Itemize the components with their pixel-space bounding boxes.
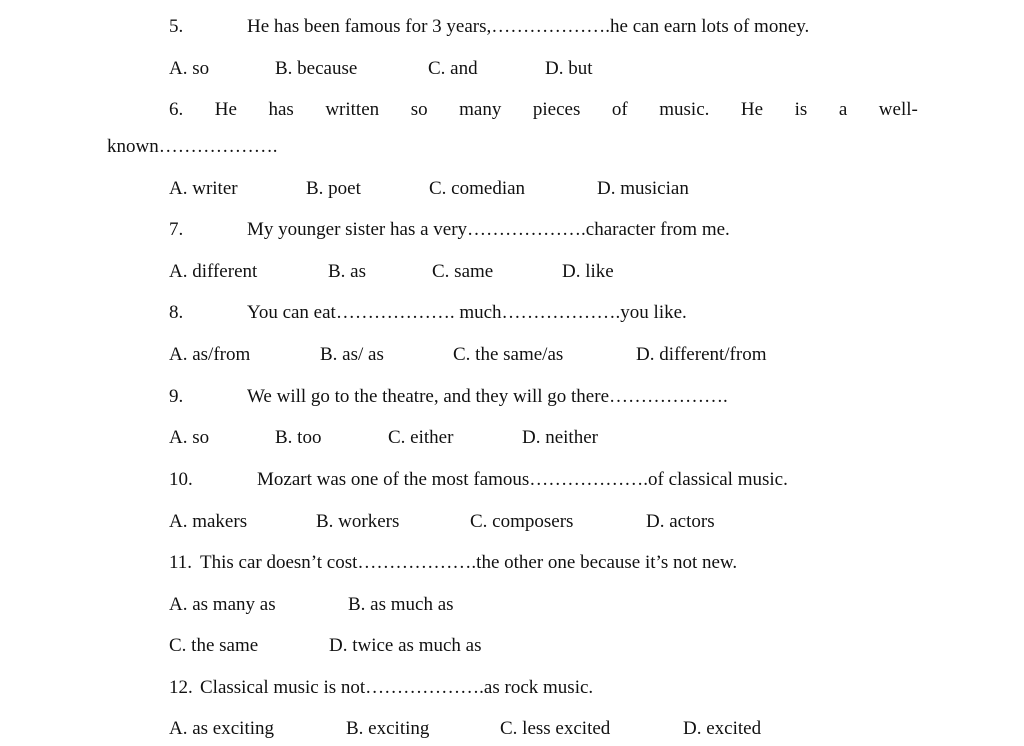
option-a: A. so (169, 58, 210, 79)
option-d: D. musician (597, 178, 689, 199)
option-b: B. exciting (346, 718, 430, 739)
option-c: C. composers (470, 511, 574, 532)
question-number: 7. (169, 219, 184, 240)
option-b: B. workers (316, 511, 400, 532)
word: is (794, 99, 808, 120)
question-number: 10. (169, 469, 193, 490)
option-d: D. twice as much as (329, 635, 482, 656)
question-text: Mozart was one of the most famous……………….of classical music. (257, 469, 788, 490)
question-number: 6. (169, 99, 184, 120)
word: of (611, 99, 628, 120)
question-text: He has been famous for 3 years,……………….he can earn lots of money. (247, 16, 810, 37)
option-c: C. and (428, 58, 478, 79)
option-a: A. writer (169, 178, 238, 199)
question-text: Classical music is not……………….as rock music. (200, 677, 594, 698)
option-a: A. as many as (169, 594, 276, 615)
word: a (838, 99, 848, 120)
option-c: C. comedian (429, 178, 526, 199)
question-text: You can eat………………. much……………….you like. (247, 302, 687, 323)
option-c: C. less excited (500, 718, 611, 739)
option-b: B. poet (306, 178, 361, 199)
word: so (410, 99, 428, 120)
question-text: This car doesn’t cost……………….the other one because it’s not new. (200, 552, 738, 573)
option-b: B. as (328, 261, 366, 282)
word: many (459, 99, 502, 120)
option-d: D. neither (522, 427, 598, 448)
option-c: C. the same (169, 635, 259, 656)
question-number: 12. (169, 677, 193, 698)
word: music. (659, 99, 710, 120)
option-b: B. too (275, 427, 322, 448)
option-a: A. as exciting (169, 718, 275, 739)
question-text-continued: known………………. (107, 136, 278, 157)
option-c: C. same (432, 261, 494, 282)
option-d: D. different/from (636, 344, 767, 365)
option-a: A. makers (169, 511, 248, 532)
question-text-justified (169, 99, 918, 121)
word: well- (878, 99, 918, 120)
option-a: A. as/from (169, 344, 251, 365)
question-text: My younger sister has a very……………….character from me. (247, 219, 730, 240)
option-d: D. but (545, 58, 593, 79)
question-number: 9. (169, 386, 184, 407)
question-text: We will go to the theatre, and they will go there………………. (247, 386, 728, 407)
word: has (268, 99, 294, 120)
option-d: D. actors (646, 511, 715, 532)
question-number: 11. (169, 552, 193, 573)
word: He (740, 99, 764, 120)
option-a: A. different (169, 261, 258, 282)
option-c: C. either (388, 427, 454, 448)
option-b: B. as/ as (320, 344, 384, 365)
word: pieces (532, 99, 581, 120)
question-number: 8. (169, 302, 184, 323)
word: He (214, 99, 237, 120)
option-c: C. the same/as (453, 344, 564, 365)
question-number: 5. (169, 16, 184, 37)
option-d: D. like (562, 261, 614, 282)
option-a: A. so (169, 427, 210, 448)
word: written (325, 99, 380, 120)
option-d: D. excited (683, 718, 762, 739)
option-b: B. as much as (348, 594, 454, 615)
option-b: B. because (275, 58, 358, 79)
